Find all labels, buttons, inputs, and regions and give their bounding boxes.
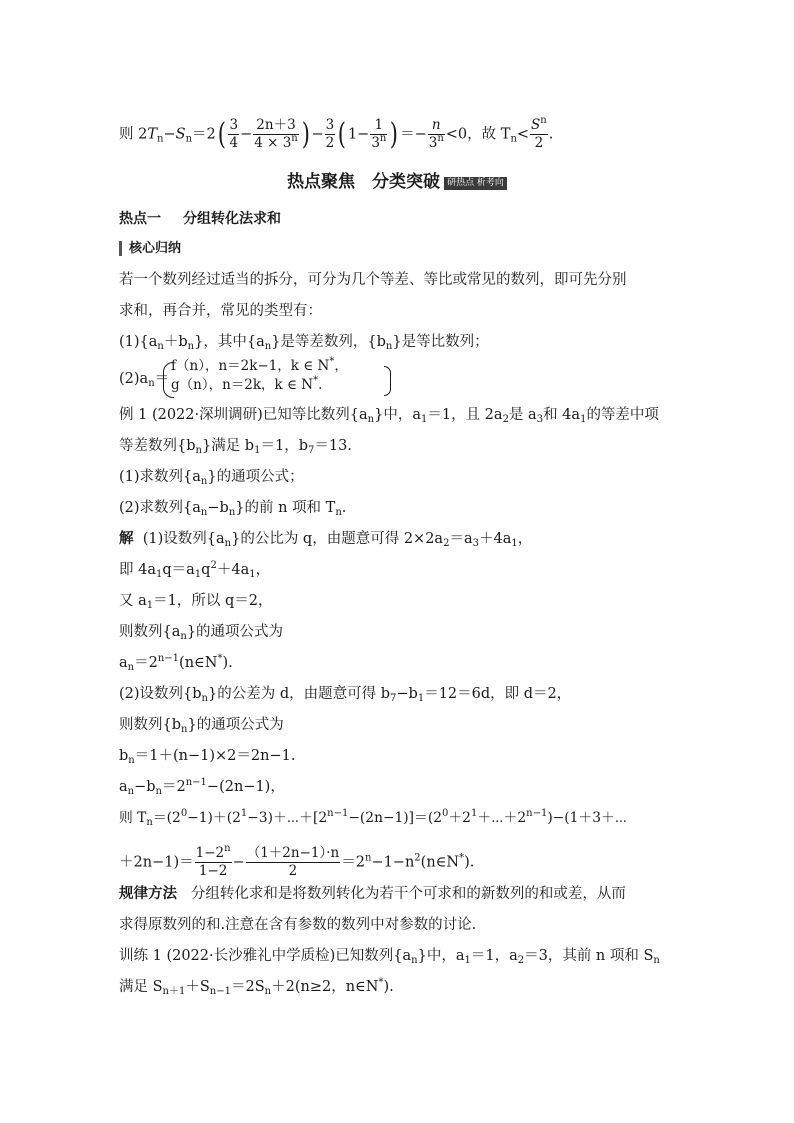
right-brace <box>384 366 391 396</box>
fraction-n-over-3n: $\frac{n}{3^n}$ <box>428 117 444 151</box>
question-2: (2)求数列$\{a_n-b_n\}$的前 n 项和 $T_n$. <box>119 500 347 518</box>
fraction-1-over-3n: $\frac{1}{3^n}$ <box>371 117 387 151</box>
fraction-3-2: $\frac{3}{2}$ <box>325 117 335 151</box>
paragraph-line: 若一个数列经过适当的拆分，可分为几个等差、等比或常见的数列，即可先分别 <box>119 272 627 288</box>
training-line-1: 训练 1 (2022·长沙雅礼中学质检)已知数列$\{a_n\}$中，$a_1=1$，$a_2=3$，其前 n 项和 $S_n$ <box>119 948 660 966</box>
fraction-sum-arithmetic: $\frac{(1+2n-1)\cdot n}{2}$ <box>246 845 340 879</box>
fraction-2n3-over-4x3n: $\frac{2n+3}{4 \times 3^n}$ <box>254 117 298 151</box>
solution-line-8: $b_n=1+(n-1)\times 2=2n-1$. <box>119 748 296 766</box>
question-1: (1)求数列$\{a_n\}$的通项公式； <box>119 469 304 487</box>
fraction-sn-over-2: $\frac{S^n}{2}$ <box>531 115 547 151</box>
paragraph-line: 求和，再合并，常见的类型有： <box>119 303 322 319</box>
solution-line-1: 解 (1)设数列$\{a_n\}$的公比为 q，由题意可得 $2\times 2a_2=a_3+4a_1$， <box>119 531 533 549</box>
example-line-1: 例 1 (2022·深圳调研)已知等比数列$\{a_n\}$中，$a_1=1$，且 $2a_2$是 $a_3$和 $4a_1$的等差中项 <box>119 407 659 425</box>
solution-line-6: (2)设数列$\{b_n\}$的公差为 d，由题意可得 $b_7-b_1=12=6d$，即 d＝2， <box>119 686 572 704</box>
solution-line-10: 则 $T_n=(2^0-1)+(2^1-3)+\cdots+[2^{n-1}-(2n-1)]=(2^0+2^1+\cdots+2^{n-1})-(1+3+\cdots$ <box>119 808 628 828</box>
solution-line-3: 又 $a_1=1$，所以 q＝2， <box>119 593 273 611</box>
piecewise-row-1: f（n），n＝2k−1，k ∈ N*， <box>171 356 348 374</box>
law-line-1: 规律方法 分组转化求和是将数列转化为若干个可求和的新数列的和或差，从而 <box>119 886 626 902</box>
solution-line-9: $a_n-b_n=2^{n-1}-(2n-1)$， <box>119 777 285 797</box>
solution-line-4: 则数列$\{a_n\}$的通项公式为 <box>119 624 284 642</box>
core-summary-label: 核心归纳 <box>119 241 181 256</box>
type-1: $(1)\{a_n+b_n\}$，其中$\{a_n\}$是等差数列，$\{b_n\}$是等比数列； <box>119 334 489 352</box>
law-line-2: 求得原数列的和.注意在含有参数的数列中对参数的讨论. <box>119 917 477 933</box>
solution-line-2: 即 $4a_1q=a_1q^2+4a_1$， <box>119 560 271 580</box>
solution-line-5: $a_n=2^{n-1}(n\in N^*)$. <box>119 653 233 673</box>
solution-line-11: ＋2n−1)＝ $\frac{1-2^n}{1-2}$ − $\frac{(1+2n-1)\cdot n}{2}$ $=2^n-1-n^2(n\in N^*)$. <box>119 843 475 879</box>
type-2-lead: $(2)a_n=$ <box>119 371 170 389</box>
formula-line-2tn-sn: 则 $2T_n-S_n=2$( $\frac{3}{4}$ − $\frac{2n+3}{4 \times 3^n}$ ) − $\frac{3}{2}$ ( 1− $\frac{1}{3^n}$ ) ＝− $\frac{n}{3^n}$ <0，故 $T_n<$ $\frac{S^n}{2}$ . <box>119 115 554 152</box>
training-line-2: 满足 $S_{n+1}+S_{n-1}=2S_n+2(n\ge 2$，n∈N*). <box>119 977 394 997</box>
fraction-3-4: $\frac{3}{4}$ <box>229 117 239 151</box>
piecewise-row-2: g（n），n＝2k，k ∈ N*. <box>171 375 323 393</box>
fraction-sum-geometric: $\frac{1-2^n}{1-2}$ <box>195 843 231 879</box>
title-tag: 研热点 析考向 <box>444 177 507 190</box>
solution-line-7: 则数列$\{b_n\}$的通项公式为 <box>119 717 284 735</box>
example-line-2: 等差数列$\{b_n\}$满足 $b_1=1$，$b_7=13$. <box>119 438 352 456</box>
section-title: 热点聚焦 分类突破 研热点 析考向 <box>0 171 794 193</box>
hotspot-heading: 热点一 分组转化法求和 <box>119 211 281 227</box>
